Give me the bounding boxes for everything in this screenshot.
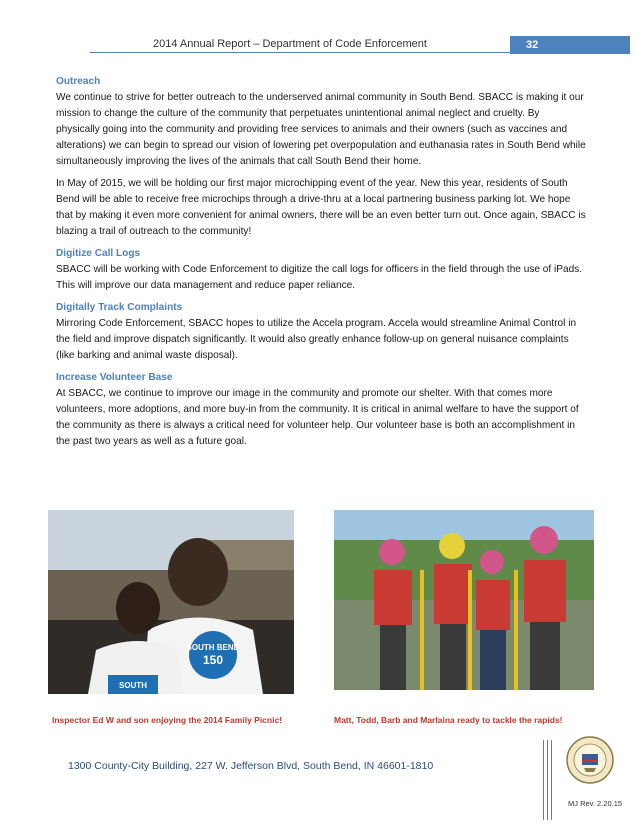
revision-note: MJ Rev. 2.20.15 xyxy=(568,799,623,808)
footer-decorative-lines xyxy=(543,740,555,820)
report-title: 2014 Annual Report – Department of Code Enforcement xyxy=(153,38,427,50)
city-seal-icon xyxy=(566,736,614,784)
paragraph: In May of 2015, we will be holding our first major microchipping event of the year. New this year, residents of South Bend will be able to receive free microchips through a drive-thru at a local partnering business parking lot. We hope that by making it even more convenient for animal owners, there will be an even better turn out. Once again, SBACC is blazing a trail of outreach to the community! xyxy=(56,178,586,237)
section-outreach xyxy=(56,74,586,240)
page-header xyxy=(40,36,626,58)
shirt-logo-number: 150 xyxy=(202,653,224,667)
caption-left: Inspector Ed W and son enjoying the 2014 Family Picnic! xyxy=(52,715,283,725)
section-title: Digitally Track Complaints xyxy=(56,302,183,313)
section-volunteer-base xyxy=(56,370,586,450)
shirt-text-boy: SOUTH xyxy=(119,681,147,690)
paragraph: SBACC will be working with Code Enforcement to digitize the call logs for officers in the field through the use of iPads. This will improve our data management and reduce paper reliance. xyxy=(56,264,583,291)
section-title: Increase Volunteer Base xyxy=(56,372,173,383)
section-digitize-call-logs xyxy=(56,246,586,294)
paragraph: We continue to strive for better outreach to the underserved animal community in South Bend. SBACC is making it our mission to change the culture of the community that perpetuates unintentional animal neglect and cruelty. By physically going into the community and providing free services to animals and their owners (such as vaccines and alterations) we can begin to spread our vision of lowering pet overpopulation and euthanasia rates in South Bend while simultaneously improving the lives of the animals that call South Bend their home. xyxy=(56,92,586,167)
rafting-photo xyxy=(334,510,594,690)
family-picnic-illustration xyxy=(48,510,294,694)
rafting-illustration xyxy=(334,510,594,690)
section-track-complaints xyxy=(56,300,586,364)
paragraph: Mirroring Code Enforcement, SBACC hopes to utilize the Accela program. Accela would streamline Animal Control in the field and improve dispatch significantly. It would also greatly enhance follow-up on general nuisance complaints (like barking and animal waste disposal). xyxy=(56,318,577,361)
shirt-logo-text: SOUTH BEND xyxy=(186,643,240,652)
family-picnic-photo xyxy=(48,510,294,694)
header-rule xyxy=(90,52,550,53)
caption-right: Matt, Todd, Barb and Marlaina ready to tackle the rapids! xyxy=(334,715,563,725)
section-title: Outreach xyxy=(56,76,101,87)
paragraph: At SBACC, we continue to improve our image in the community and promote our shelter. With that comes more volunteers, more adoptions, and more buy-in from the community. It is critical in animal welfare to have the support of the community as there is always a critical need for volunteer help. Our volunteer base is both an accomplishment in the past two years as well as a future goal. xyxy=(56,388,579,447)
footer-address: 1300 County-City Building, 227 W. Jefferson Blvd, South Bend, IN 46601-1810 xyxy=(68,760,434,772)
page-number-badge: 32 xyxy=(510,36,630,54)
section-title: Digitize Call Logs xyxy=(56,248,141,259)
body-content xyxy=(56,74,586,456)
